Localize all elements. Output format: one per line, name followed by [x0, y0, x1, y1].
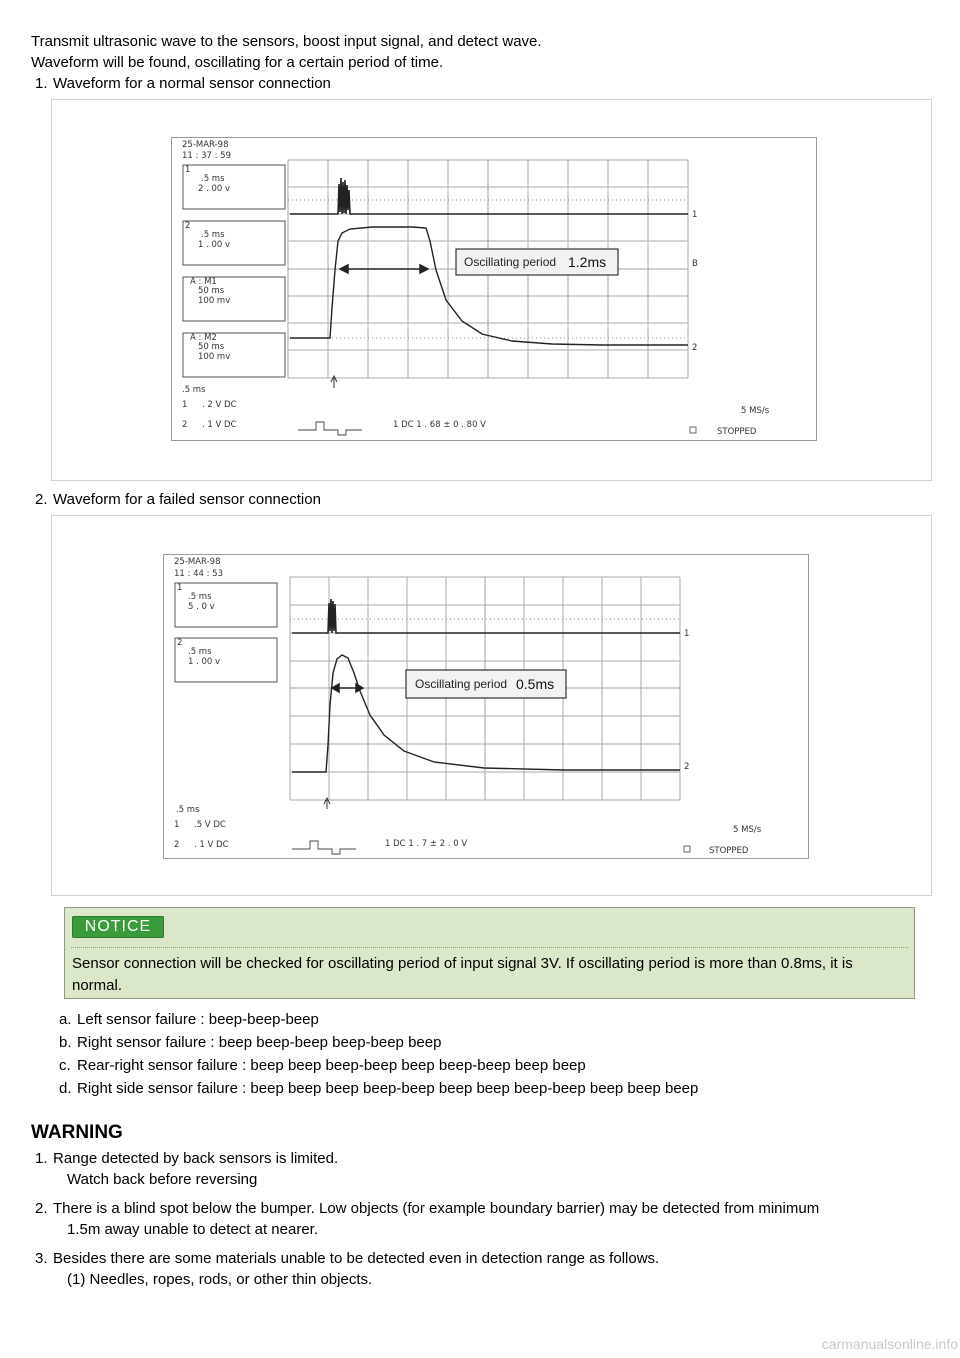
warning-2-number: 2.: [35, 1200, 48, 1217]
scope-normal-row2-ch: 2: [182, 420, 188, 430]
scope-failed-osc-label: Oscillating period: [415, 677, 508, 691]
scope-normal-row1-ch: 1: [182, 400, 188, 410]
notice-text: Sensor connection will be checked for oscillating period of input signal 3V. If oscillating period is more than 0.8ms, it is normal.: [72, 955, 853, 994]
failure-a-text: Left sensor failure : beep-beep-beep: [77, 1011, 319, 1028]
scope-failed-box1-l2: 5 . 0 v: [188, 602, 215, 612]
scope-normal-marker-2: 2: [692, 343, 698, 353]
warning-3-number: 3.: [35, 1250, 48, 1267]
warning-1-line1: Range detected by back sensors is limited.: [53, 1150, 339, 1167]
scope-normal-timebase: .5 ms: [182, 385, 206, 395]
step-2-label: Waveform for a failed sensor connection: [53, 491, 321, 508]
warning-2-line1: There is a blind spot below the bumper. Low objects (for example boundary barrier) may be detected from minimum: [53, 1200, 820, 1217]
warning-1-line2: Watch back before reversing: [67, 1171, 258, 1188]
step-1-label: Waveform for a normal sensor connection: [53, 75, 331, 92]
figure-frame-2: [51, 515, 932, 896]
scope-normal-trigger: 1 DC 1 . 68 ± 0 . 80 V: [393, 420, 486, 430]
scope-normal-date: 25-MAR-98: [182, 140, 229, 150]
scope-failed-timebase: .5 ms: [176, 805, 200, 815]
scope-failed-row1-val: .5 V DC: [194, 820, 226, 830]
scope-normal-osc-label: Oscillating period: [464, 255, 557, 269]
scope-normal-ch2-trace: [290, 227, 688, 345]
scope-failed-osc-value: 0.5ms: [516, 676, 555, 692]
scope-normal-box2-l2: 1 . 00 v: [198, 240, 231, 250]
scope-normal-marker-b: B: [692, 259, 698, 269]
scope-failed-rate: 5 MS/s: [733, 825, 762, 835]
failure-d-letter: d.: [59, 1080, 72, 1097]
notice-divider: [71, 947, 908, 948]
scope-normal-row2-val: . 1 V DC: [202, 420, 237, 430]
scope-failed-svg: [164, 555, 808, 858]
warning-3-line2: (1) Needles, ropes, rods, or other thin objects.: [67, 1271, 373, 1288]
scope-failed-osc-arrow: [332, 684, 363, 692]
scope-failed-box2-l1: .5 ms: [188, 647, 212, 657]
scope-failed-trigger: 1 DC 1 . 7 ± 2 . 0 V: [385, 839, 468, 849]
scope-normal-box4-ch: A : M2: [190, 333, 217, 343]
scope-normal-rate: 5 MS/s: [741, 406, 770, 416]
scope-failed-box2-ch: 2: [177, 638, 183, 648]
scope-normal-box3-l2: 100 mv: [198, 296, 231, 306]
scope-failed-marker-2: 2: [684, 762, 690, 772]
warning-3-line1: Besides there are some materials unable to be detected even in detection range as follows.: [53, 1250, 660, 1267]
scope-normal-box1-l1: .5 ms: [201, 174, 225, 184]
scope-normal-box2-l1: .5 ms: [201, 230, 225, 240]
scope-normal-time: 11 : 37 : 59: [182, 151, 231, 161]
scope-failed-row1-ch: 1: [174, 820, 180, 830]
scope-normal-box3-l1: 50 ms: [198, 286, 225, 296]
scope-failed-box1-l1: .5 ms: [188, 592, 212, 602]
scope-normal-box2-ch: 2: [185, 221, 191, 231]
step-1-number: 1.: [35, 75, 48, 92]
scope-normal-svg: [172, 138, 816, 440]
scope-failed-box2-l2: 1 . 00 v: [188, 657, 221, 667]
scope-normal-ch1-trace: [290, 178, 688, 214]
step-2-number: 2.: [35, 491, 48, 508]
oscilloscope-normal: [171, 137, 817, 441]
scope-normal-box4-l1: 50 ms: [198, 342, 225, 352]
failure-c-letter: c.: [59, 1057, 71, 1074]
notice-badge: NOTICE: [72, 916, 164, 938]
scope-failed-status: STOPPED: [709, 846, 749, 856]
scope-normal-status: STOPPED: [717, 427, 757, 437]
scope-failed-marker-1: 1: [684, 629, 690, 639]
intro-line-2: Waveform will be found, oscillating for a certain period of time.: [31, 54, 444, 71]
failure-b-letter: b.: [59, 1034, 72, 1051]
failure-a-letter: a.: [59, 1011, 72, 1028]
oscilloscope-failed: [163, 554, 809, 859]
failure-b-text: Right sensor failure : beep beep-beep beep-beep beep: [77, 1034, 442, 1051]
scope-normal-box3-ch: A : M1: [190, 277, 217, 287]
scope-normal-box1-ch: 1: [185, 165, 191, 175]
scope-failed-row2-val: . 1 V DC: [194, 840, 229, 850]
scope-failed-row2-ch: 2: [174, 840, 180, 850]
watermark-text: carmanualsonline.info: [821, 1336, 958, 1352]
failure-d-text: Right side sensor failure : beep beep beep beep-beep beep beep beep-beep beep beep beep: [77, 1080, 699, 1097]
scope-failed-date: 25-MAR-98: [174, 557, 221, 567]
warning-1-number: 1.: [35, 1150, 48, 1167]
scope-failed-ch1-trace: [292, 599, 680, 633]
warning-2-line2: 1.5m away unable to detect at nearer.: [67, 1221, 318, 1238]
notice-box: [64, 907, 915, 999]
scope-normal-marker-1: 1: [692, 210, 698, 220]
scope-normal-box1-l2: 2 . 00 v: [198, 184, 231, 194]
scope-normal-box4-l2: 100 mv: [198, 352, 231, 362]
failure-c-text: Rear-right sensor failure : beep beep beep-beep beep beep-beep beep beep: [77, 1057, 586, 1074]
intro-line-1: Transmit ultrasonic wave to the sensors, boost input signal, and detect wave.: [31, 33, 542, 50]
figure-frame-1: [51, 99, 932, 481]
scope-normal-osc-arrow: [340, 265, 428, 273]
scope-normal-row1-val: . 2 V DC: [202, 400, 237, 410]
scope-failed-box1-ch: 1: [177, 583, 183, 593]
scope-failed-time: 11 : 44 : 53: [174, 569, 223, 579]
scope-normal-osc-value: 1.2ms: [568, 254, 607, 270]
warning-heading: WARNING: [31, 1122, 123, 1143]
